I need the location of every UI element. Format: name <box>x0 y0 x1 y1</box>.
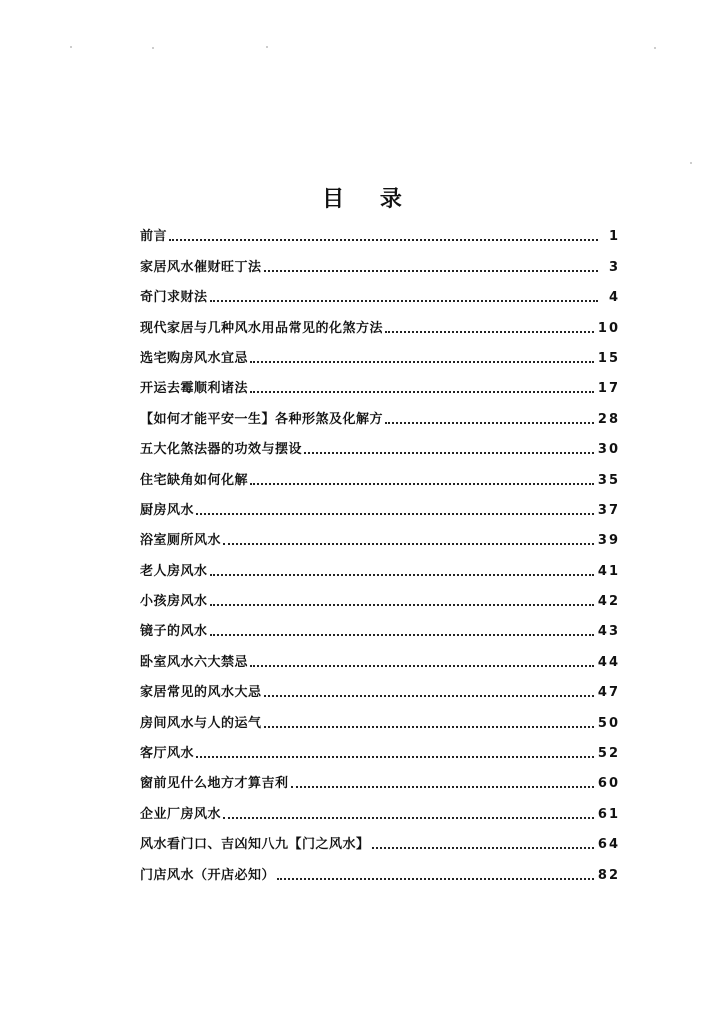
dot-leader <box>210 596 594 606</box>
toc-entry-page-number: 60 <box>597 776 620 792</box>
toc-entry-label: 现代家居与几种风水用品常见的化煞方法 <box>140 320 384 336</box>
dot-leader <box>196 748 594 758</box>
toc-entry <box>140 427 618 457</box>
toc-entry-page-number: 47 <box>597 685 620 701</box>
toc-entry <box>140 548 618 578</box>
toc-entry <box>140 488 618 518</box>
toc-entry <box>140 214 618 244</box>
toc-entry-label: 奇门求财法 <box>140 290 208 306</box>
toc-entry-page-number: 10 <box>597 320 620 336</box>
toc-entry-page-number: 50 <box>597 715 620 731</box>
toc-entry-page-number: 4 <box>608 290 620 306</box>
toc-entry-page-number: 28 <box>597 411 620 427</box>
toc-entry-page-number: 52 <box>597 746 620 762</box>
toc-entry-label: 家居常见的风水大忌 <box>140 685 262 701</box>
toc-entry-label: 【如何才能平安一生】各种形煞及化解方 <box>140 411 384 427</box>
toc-entry <box>140 275 618 305</box>
page-title: 目 录 <box>322 187 416 212</box>
toc-entry-label: 老人房风水 <box>140 563 208 579</box>
toc-entry-page-number: 15 <box>597 350 620 366</box>
toc-entry-page-number: 43 <box>597 624 620 640</box>
scan-speck <box>654 47 656 49</box>
dot-leader <box>385 323 594 333</box>
dot-leader <box>250 383 594 393</box>
dot-leader <box>250 353 594 363</box>
toc-entry-page-number: 42 <box>597 594 620 610</box>
toc-entry <box>140 639 618 669</box>
dot-leader <box>210 292 598 302</box>
toc-entry <box>140 822 618 852</box>
toc-entry-page-number: 30 <box>597 442 620 458</box>
toc-entry-page-number: 1 <box>608 229 620 245</box>
table-of-contents <box>140 214 618 883</box>
toc-entry-page-number: 35 <box>597 472 620 488</box>
toc-entry-page-number: 17 <box>597 381 620 397</box>
dot-leader <box>385 414 594 424</box>
dot-leader <box>250 475 594 485</box>
toc-entry-label: 家居风水催财旺丁法 <box>140 259 262 275</box>
toc-entry-label: 浴室厕所风水 <box>140 533 222 549</box>
toc-entry <box>140 244 618 274</box>
toc-entry <box>140 609 618 639</box>
toc-entry-page-number: 61 <box>597 806 620 822</box>
toc-entry <box>140 336 618 366</box>
dot-leader <box>210 626 594 636</box>
toc-entry <box>140 761 618 791</box>
toc-entry <box>140 700 618 730</box>
toc-entry-label: 镜子的风水 <box>140 624 208 640</box>
toc-entry-label: 住宅缺角如何化解 <box>140 472 249 488</box>
dot-leader <box>291 778 594 788</box>
toc-entry-label: 窗前见什么地方才算吉利 <box>140 776 289 792</box>
toc-entry-page-number: 64 <box>597 837 620 853</box>
scan-speck <box>70 46 72 48</box>
toc-entry <box>140 366 618 396</box>
scan-speck <box>690 162 692 164</box>
toc-entry-label: 前言 <box>140 229 168 245</box>
scan-speck <box>152 47 154 49</box>
toc-entry <box>140 579 618 609</box>
dot-leader <box>196 505 594 515</box>
toc-entry <box>140 852 618 882</box>
toc-entry-page-number: 3 <box>608 259 620 275</box>
toc-entry-label: 房间风水与人的运气 <box>140 715 262 731</box>
dot-leader <box>264 262 598 272</box>
toc-entry-label: 企业厂房风水 <box>140 806 222 822</box>
dot-leader <box>250 657 594 667</box>
toc-entry-page-number: 37 <box>597 502 620 518</box>
toc-entry <box>140 457 618 487</box>
toc-entry-label: 小孩房风水 <box>140 594 208 610</box>
toc-entry-label: 卧室风水六大禁忌 <box>140 654 249 670</box>
dot-leader <box>223 535 594 545</box>
toc-entry-label: 风水看门口、吉凶知八九【门之风水】 <box>140 837 370 853</box>
toc-entry-page-number: 41 <box>597 563 620 579</box>
dot-leader <box>277 870 594 880</box>
toc-entry-label: 厨房风水 <box>140 502 195 518</box>
dot-leader <box>372 839 594 849</box>
toc-entry-page-number: 44 <box>597 654 620 670</box>
scan-speck <box>266 46 268 48</box>
toc-entry-label: 开运去霉顺利诸法 <box>140 381 249 397</box>
dot-leader <box>223 809 594 819</box>
dot-leader <box>210 566 594 576</box>
toc-entry-label: 五大化煞法器的功效与摆设 <box>140 442 303 458</box>
toc-entry <box>140 518 618 548</box>
dot-leader <box>264 718 594 728</box>
toc-entry-label: 门店风水（开店必知） <box>140 867 276 883</box>
toc-entry <box>140 396 618 426</box>
toc-entry <box>140 731 618 761</box>
toc-entry-page-number: 82 <box>597 867 620 883</box>
toc-entry-label: 客厅风水 <box>140 746 195 762</box>
toc-entry-label: 选宅购房风水宜忌 <box>140 350 249 366</box>
dot-leader <box>264 687 594 697</box>
dot-leader <box>304 444 594 454</box>
toc-entry <box>140 791 618 821</box>
toc-entry <box>140 670 618 700</box>
toc-entry-page-number: 39 <box>597 533 620 549</box>
dot-leader <box>169 231 598 241</box>
toc-entry <box>140 305 618 335</box>
